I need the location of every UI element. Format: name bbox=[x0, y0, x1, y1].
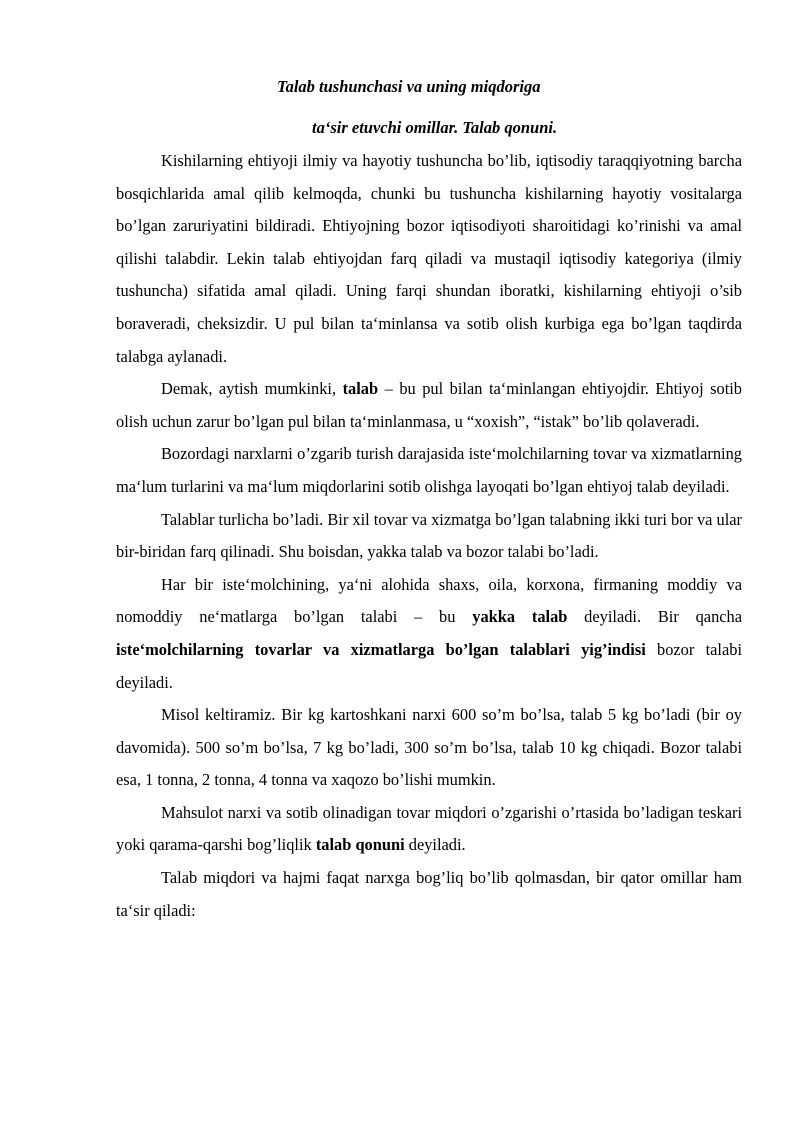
text-segment: deyiladi. bbox=[404, 835, 466, 855]
paragraph-2 bbox=[116, 373, 742, 438]
text-segment: bozor talabi deyiladi. bbox=[116, 639, 742, 692]
bold-term-talab-qonuni: talab qonuni bbox=[315, 835, 405, 855]
bold-term-bozor-talabi-definition: iste‘molchilarning tovarlar va xizmatlarga bo’lgan talablari yig’indisi bbox=[116, 639, 646, 659]
document-title-line-1: Talab tushunchasi va uning miqdoriga bbox=[277, 77, 541, 96]
text-segment: – bu pul bilan ta‘minlangan ehtiyojdir. Ehtiyoj sotib olish uchun zarur bo’lgan pul bilan ta‘minlanmasa, u “xoxish”, “istak” bo’lib qolaveradi. bbox=[116, 379, 743, 431]
document-title-line-2: ta‘sir etuvchi omillar. Talab qonuni. bbox=[312, 118, 558, 137]
paragraph-6 bbox=[116, 699, 742, 797]
text-segment: Kishilarning ehtiyoji ilmiy va hayotiy tushuncha bo’lib, iqtisodiy taraqqiyotning barcha bosqichlarida amal qilib kelmoqda, chunki bu tushuncha kishilarning hayotiy vositalarga bo’lgan zaruriyatini bildiradi. Ehtiyojning bozor iqtisodiyoti sharoitidagi ko’rinishi va amal qilishi talabdir. Lekin talab ehtiyojdan farq qiladi va mustaqil iqtisodiy kategoriya (ilmiy tushuncha) sifatida amal qiladi. Uning farqi shundan iboratki, kishilarning ehtiyoji o’sib boraveradi, cheksizdir. U pul bilan ta‘minlansa va sotib olish kurbiga ega bo’lgan taqdirda talabga aylanadi. bbox=[116, 151, 742, 366]
text-segment: Bozordagi narxlarni o’zgarib turish darajasida iste‘molchilarning tovar va xizmatlarning ma‘lum turlarini va ma‘lum miqdorlarini sotib olishga layoqati bo’lgan ehtiyoj talab deyiladi. bbox=[116, 444, 742, 496]
paragraph-3 bbox=[116, 438, 742, 503]
text-segment: Talablar turlicha bo’ladi. Bir xil tovar va xizmatga bo’lgan talabning ikki turi bor va ular bir-biridan farq qilinadi. Shu boisdan, yakka talab va bozor talabi bo’ladi. bbox=[116, 509, 742, 562]
bold-term-talab: talab bbox=[342, 379, 379, 399]
text-segment: deyiladi. Bir qancha bbox=[567, 607, 743, 627]
text-segment: Talab miqdori va hajmi faqat narxga bog’liq bo’lib qolmasdan, bir qator omillar ham ta‘sir qiladi: bbox=[116, 868, 742, 920]
paragraph-4 bbox=[116, 504, 742, 569]
document-body bbox=[116, 145, 742, 927]
paragraph-5 bbox=[116, 569, 742, 699]
text-segment: Demak, aytish mumkinki, bbox=[161, 379, 343, 399]
text-segment: Misol keltiramiz. Bir kg kartoshkani narxi 600 so’m bo’lsa, talab 5 kg bo’ladi (bir oy davomida). 500 so’m bo’lsa, 7 kg bo’ladi, 300 so’m bo’lsa, talab 10 kg chiqadi. Bozor talabi esa, 1 tonna, 2 tonna, 4 tonna va xaqozo bo’lishi mumkin. bbox=[116, 705, 742, 790]
bold-term-yakka-talab: yakka talab bbox=[472, 607, 568, 627]
text-segment: Mahsulot narxi va sotib olinadigan tovar miqdori o’zgarishi o’rtasida bo’ladigan teskari yoki qarama-qarshi bog’liqlik bbox=[116, 802, 742, 855]
text-segment: Har bir iste‘molchining, ya‘ni alohida shaxs, oila, korxona, firmaning moddiy va nomoddiy ne‘matlarga bo’lgan talabi – bu bbox=[116, 574, 742, 627]
paragraph-7 bbox=[116, 797, 742, 862]
paragraph-1 bbox=[116, 145, 742, 373]
paragraph-8 bbox=[116, 862, 742, 927]
